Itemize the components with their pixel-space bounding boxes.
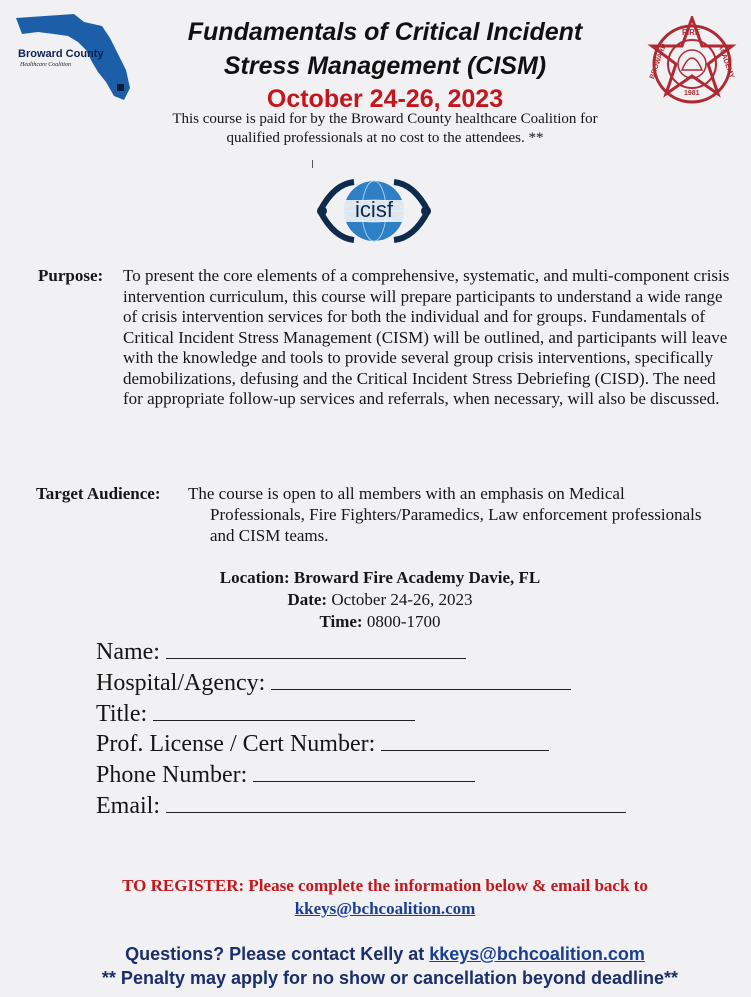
logo-subtitle: Healthcare Coalition: [20, 62, 71, 68]
funding-note: [140, 110, 630, 148]
phone-blank[interactable]: [253, 759, 475, 782]
hospital-blank[interactable]: [271, 667, 571, 690]
seal-year: 1981: [684, 90, 700, 97]
target-audience-label: Target Audience:: [36, 484, 161, 503]
title-label: Title:: [96, 701, 148, 727]
questions-email-link[interactable]: kkeys@bchcoalition.com: [429, 944, 645, 964]
register-email-line: [40, 898, 730, 920]
date-line: [120, 589, 640, 611]
stray-mark: [312, 160, 313, 168]
icisf-wordmark: icisf: [355, 197, 393, 222]
title-field: [96, 698, 415, 729]
time-line: [120, 611, 640, 633]
target-audience-line1: The course is open to all members with an emphasis on Medical: [188, 484, 625, 503]
seal-right-text: ACADEMY: [716, 43, 736, 80]
location-value: Broward Fire Academy Davie, FL: [293, 568, 541, 587]
email-field: [96, 790, 626, 821]
page-title-line2: Stress Management (CISM): [223, 52, 547, 80]
license-label: Prof. License / Cert Number:: [96, 731, 376, 757]
penalty-note: ** Penalty may apply for no show or cancellation beyond deadline**: [101, 968, 679, 988]
email-blank[interactable]: [166, 790, 626, 813]
broward-county-logo: [14, 10, 139, 105]
questions-line: [40, 943, 730, 965]
name-label: Name:: [96, 639, 160, 665]
register-instructions: TO REGISTER: Please complete the information below & email back to: [122, 876, 648, 895]
name-blank[interactable]: [166, 636, 466, 659]
hospital-label: Hospital/Agency:: [96, 670, 266, 696]
register-email-link[interactable]: kkeys@bchcoalition.com: [294, 899, 476, 918]
fire-academy-seal: [644, 16, 740, 112]
page-title-line1: Fundamentals of Critical Incident: [187, 18, 583, 46]
date-value: October 24-26, 2023: [331, 590, 473, 609]
location-line: [120, 567, 640, 589]
seal-left-text: BROWARD: [648, 42, 669, 81]
title-blank[interactable]: [153, 698, 415, 721]
hospital-field: [96, 667, 571, 698]
date-label: Date:: [287, 590, 328, 609]
name-field: [96, 636, 466, 667]
logo-county-name: Broward County: [18, 48, 104, 60]
location-label: Location:: [219, 568, 290, 587]
questions-text: Questions? Please contact Kelly at: [125, 944, 425, 964]
email-label: Email:: [96, 793, 160, 819]
license-blank[interactable]: [381, 728, 549, 751]
icisf-logo: [314, 174, 434, 248]
phone-field: [96, 759, 475, 790]
seal-top-text: FIRE: [682, 28, 701, 37]
funding-note-line1: This course is paid for by the Broward County healthcare Coalition for: [172, 111, 598, 127]
funding-note-line2: qualified professionals at no cost to the attendees. **: [226, 130, 544, 146]
purpose-label: Purpose:: [38, 266, 104, 285]
course-date-heading: October 24-26, 2023: [266, 85, 504, 113]
target-audience-rest: Professionals, Fire Fighters/Paramedics, Law enforcement professionals and CISM teams.: [210, 505, 702, 545]
license-field: [96, 728, 549, 759]
time-value: 0800-1700: [366, 612, 441, 631]
phone-label: Phone Number:: [96, 762, 248, 788]
purpose-text: To present the core elements of a comprehensive, systematic, and multi-component crisis intervention curriculum, this course will prepare participants to understand a wide range of crisis intervention services for both the individual and for groups. Fundamentals of Critical Incident Stress Management (CISM) will be outlined, and participants will leave with the knowledge and tools to provide several group crisis interventions, specifically demobilizations, defusing and the Critical Incident Stress Debriefing (CISD). The need for appropriate follow-up services and referrals, when necessary, will also be discussed.: [123, 266, 730, 408]
time-label: Time:: [319, 612, 363, 631]
